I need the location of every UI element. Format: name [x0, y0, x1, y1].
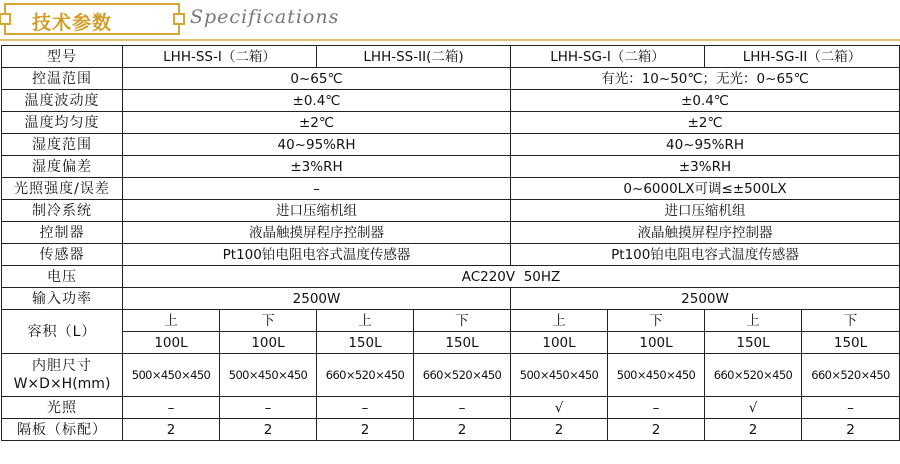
table-row — [2, 354, 900, 397]
dimension-cell: 660×520×450 — [705, 354, 802, 397]
section-title: 技术参数 — [32, 12, 113, 34]
dimension-cell: 500×450×450 — [511, 354, 608, 397]
lighting-cell: √ — [511, 397, 608, 419]
position-cell: 上 — [123, 310, 220, 332]
lighting-cell: – — [802, 397, 900, 419]
row-label: 传感器 — [2, 244, 123, 266]
row-label: 光照 — [2, 397, 123, 419]
model-cell: LHH-SG-I（二箱） — [511, 46, 705, 68]
table-row — [2, 310, 900, 332]
value-cell: AC220V 50HZ — [123, 266, 900, 288]
header-divider — [0, 39, 900, 41]
value-cell: ±0.4℃ — [511, 90, 900, 112]
dimension-cell: 660×520×450 — [414, 354, 511, 397]
table-row — [2, 68, 900, 90]
table-row — [2, 112, 900, 134]
lighting-cell: √ — [705, 397, 802, 419]
value-cell: 2500W — [511, 288, 900, 310]
shelves-cell: 2 — [220, 419, 317, 441]
row-label: 控制器 — [2, 222, 123, 244]
value-cell: Pt100铂电阻电容式温度传感器 — [123, 244, 511, 266]
table-row — [2, 397, 900, 419]
volume-cell: 100L — [511, 332, 608, 354]
table-row — [2, 134, 900, 156]
table-row — [2, 419, 900, 441]
row-label: 电压 — [2, 266, 123, 288]
value-cell: ±2℃ — [123, 112, 511, 134]
table-row — [2, 288, 900, 310]
row-label: 控温范围 — [2, 68, 123, 90]
shelves-cell: 2 — [608, 419, 705, 441]
position-cell: 上 — [511, 310, 608, 332]
shelves-cell: 2 — [317, 419, 414, 441]
position-cell: 下 — [608, 310, 705, 332]
position-cell: 下 — [220, 310, 317, 332]
value-cell: 40~95%RH — [511, 134, 900, 156]
table-row — [2, 178, 900, 200]
row-label-line: W×D×H(mm) — [13, 376, 111, 392]
value-cell: 0~6000LX可调≤±500LX — [511, 178, 900, 200]
row-label: 湿度范围 — [2, 134, 123, 156]
shelves-cell: 2 — [123, 419, 220, 441]
section-header — [0, 0, 900, 44]
value-cell: – — [123, 178, 511, 200]
lighting-cell: – — [220, 397, 317, 419]
value-cell: 40~95%RH — [123, 134, 511, 156]
shelves-cell: 2 — [414, 419, 511, 441]
dimension-cell: 660×520×450 — [317, 354, 414, 397]
frame-ornament-icon — [173, 13, 185, 25]
volume-cell: 150L — [705, 332, 802, 354]
value-cell: ±2℃ — [511, 112, 900, 134]
lighting-cell: – — [123, 397, 220, 419]
row-label: 温度均匀度 — [2, 112, 123, 134]
table-row — [2, 46, 900, 68]
volume-cell: 100L — [608, 332, 705, 354]
dimension-cell: 660×520×450 — [802, 354, 900, 397]
row-label: 湿度偏差 — [2, 156, 123, 178]
row-label-line: 内胆尺寸 — [32, 358, 92, 374]
table-row — [2, 90, 900, 112]
value-cell: 0~65℃ — [123, 68, 511, 90]
value-cell: 2500W — [123, 288, 511, 310]
value-cell: ±3%RH — [511, 156, 900, 178]
title-frame — [4, 3, 180, 35]
value-cell: ±3%RH — [123, 156, 511, 178]
value-cell: Pt100铂电阻电容式温度传感器 — [511, 244, 900, 266]
position-cell: 上 — [705, 310, 802, 332]
table-row — [2, 200, 900, 222]
lighting-cell: – — [317, 397, 414, 419]
shelves-cell: 2 — [705, 419, 802, 441]
table-row — [2, 332, 900, 354]
value-cell: 进口压缩机组 — [123, 200, 511, 222]
volume-cell: 150L — [802, 332, 900, 354]
value-cell: 液晶触摸屏程序控制器 — [123, 222, 511, 244]
dimension-cell: 500×450×450 — [220, 354, 317, 397]
row-label: 温度波动度 — [2, 90, 123, 112]
table-row — [2, 244, 900, 266]
volume-cell: 100L — [220, 332, 317, 354]
row-label: 制冷系统 — [2, 200, 123, 222]
specifications-table — [1, 45, 900, 441]
model-cell: LHH-SG-II（二箱） — [705, 46, 900, 68]
model-cell: LHH-SS-I（二箱） — [123, 46, 317, 68]
value-cell: 进口压缩机组 — [511, 200, 900, 222]
table-row — [2, 156, 900, 178]
row-label: 光照强度/误差 — [2, 178, 123, 200]
row-label — [2, 354, 123, 397]
volume-cell: 150L — [317, 332, 414, 354]
position-cell: 下 — [802, 310, 900, 332]
shelves-cell: 2 — [511, 419, 608, 441]
shelves-cell: 2 — [802, 419, 900, 441]
value-cell: 有光：10~50℃；无光：0~65℃ — [511, 68, 900, 90]
row-label: 输入功率 — [2, 288, 123, 310]
value-cell: 液晶触摸屏程序控制器 — [511, 222, 900, 244]
model-cell: LHH-SS-II(二箱) — [317, 46, 511, 68]
section-subtitle: Specifications — [190, 6, 340, 28]
dimension-cell: 500×450×450 — [123, 354, 220, 397]
lighting-cell: – — [608, 397, 705, 419]
dimension-cell: 500×450×450 — [608, 354, 705, 397]
value-cell: ±0.4℃ — [123, 90, 511, 112]
position-cell: 下 — [414, 310, 511, 332]
lighting-cell: – — [414, 397, 511, 419]
volume-cell: 150L — [414, 332, 511, 354]
row-label: 容积（L） — [2, 310, 123, 354]
position-cell: 上 — [317, 310, 414, 332]
table-row — [2, 222, 900, 244]
row-label: 隔板（标配） — [2, 419, 123, 441]
row-label: 型号 — [2, 46, 123, 68]
frame-ornament-icon — [0, 13, 11, 25]
table-row — [2, 266, 900, 288]
volume-cell: 100L — [123, 332, 220, 354]
